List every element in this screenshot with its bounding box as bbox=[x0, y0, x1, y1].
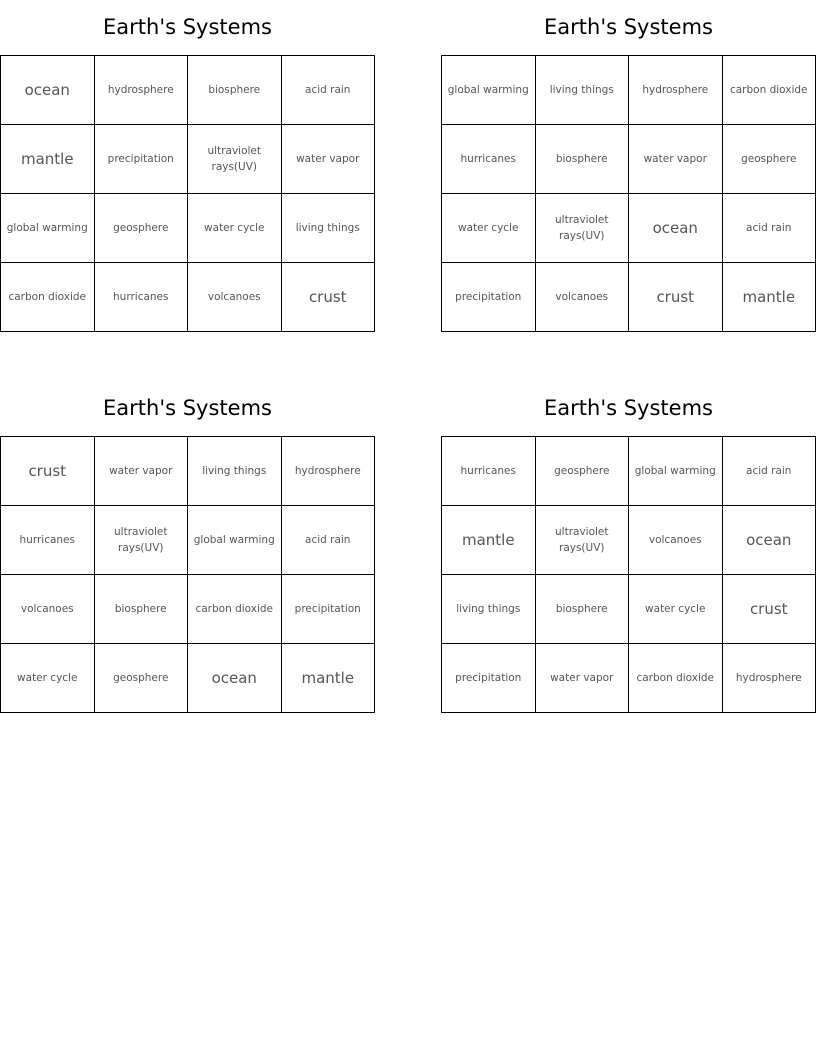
bingo-cell: living things bbox=[442, 575, 536, 644]
card-title: Earth's Systems bbox=[544, 15, 713, 39]
bingo-cell: water vapor bbox=[629, 125, 723, 194]
grid-row bbox=[1, 263, 375, 332]
bingo-cell: precipitation bbox=[94, 125, 188, 194]
bingo-cell: volcanoes bbox=[535, 263, 629, 332]
bingo-cell: hydrosphere bbox=[94, 56, 188, 125]
bingo-cell: carbon dioxide bbox=[629, 644, 723, 713]
bingo-cell: water cycle bbox=[1, 644, 95, 713]
bingo-cell: biosphere bbox=[188, 56, 282, 125]
grid-row bbox=[442, 437, 816, 506]
bingo-cell: living things bbox=[281, 194, 375, 263]
bingo-cell: living things bbox=[188, 437, 282, 506]
bingo-cell: living things bbox=[535, 56, 629, 125]
bingo-cell: volcanoes bbox=[629, 506, 723, 575]
bingo-cell: volcanoes bbox=[188, 263, 282, 332]
bingo-cell: ultraviolet rays(UV) bbox=[94, 506, 188, 575]
bingo-cell: hurricanes bbox=[1, 506, 95, 575]
bingo-cell: water cycle bbox=[442, 194, 536, 263]
bingo-cell: crust bbox=[722, 575, 816, 644]
grid-row bbox=[442, 125, 816, 194]
bingo-cell: acid rain bbox=[281, 506, 375, 575]
grid-row bbox=[442, 56, 816, 125]
bingo-cell: biosphere bbox=[535, 125, 629, 194]
bingo-cell: water vapor bbox=[281, 125, 375, 194]
grid-row bbox=[442, 194, 816, 263]
bingo-cell: precipitation bbox=[442, 263, 536, 332]
bingo-cell: mantle bbox=[281, 644, 375, 713]
bingo-cell: hydrosphere bbox=[722, 644, 816, 713]
bingo-cell: global warming bbox=[1, 194, 95, 263]
bingo-cell: mantle bbox=[722, 263, 816, 332]
grid-row bbox=[1, 644, 375, 713]
bingo-cell: hurricanes bbox=[442, 437, 536, 506]
grid-row bbox=[1, 56, 375, 125]
bingo-cell: water cycle bbox=[629, 575, 723, 644]
bingo-grid bbox=[441, 55, 816, 332]
bingo-cell: hurricanes bbox=[94, 263, 188, 332]
bingo-cell: ocean bbox=[1, 56, 95, 125]
card-title: Earth's Systems bbox=[103, 396, 272, 420]
bingo-cell: hydrosphere bbox=[629, 56, 723, 125]
bingo-cell: acid rain bbox=[722, 194, 816, 263]
bingo-cell: global warming bbox=[442, 56, 536, 125]
bingo-cell: mantle bbox=[1, 125, 95, 194]
bingo-cell: ocean bbox=[722, 506, 816, 575]
grid-row bbox=[1, 575, 375, 644]
bingo-cell: global warming bbox=[188, 506, 282, 575]
bingo-cell: geosphere bbox=[535, 437, 629, 506]
bingo-cell: geosphere bbox=[94, 644, 188, 713]
bingo-cell: hurricanes bbox=[442, 125, 536, 194]
bingo-cell: acid rain bbox=[722, 437, 816, 506]
bingo-cell: geosphere bbox=[94, 194, 188, 263]
bingo-cell: volcanoes bbox=[1, 575, 95, 644]
grid-row bbox=[1, 437, 375, 506]
bingo-cell: global warming bbox=[629, 437, 723, 506]
card-title: Earth's Systems bbox=[544, 396, 713, 420]
grid-row bbox=[442, 263, 816, 332]
bingo-cell: crust bbox=[281, 263, 375, 332]
grid-row bbox=[1, 194, 375, 263]
bingo-cell: crust bbox=[1, 437, 95, 506]
grid-row bbox=[442, 575, 816, 644]
card-title: Earth's Systems bbox=[103, 15, 272, 39]
bingo-cell: crust bbox=[629, 263, 723, 332]
grid-row bbox=[1, 125, 375, 194]
bingo-card-1 bbox=[0, 15, 375, 332]
bingo-card-3 bbox=[0, 396, 375, 713]
grid-row bbox=[442, 506, 816, 575]
bingo-card-2 bbox=[441, 15, 816, 332]
bingo-cell: biosphere bbox=[535, 575, 629, 644]
bingo-grid bbox=[441, 436, 816, 713]
bingo-cell: precipitation bbox=[281, 575, 375, 644]
bingo-cell: ocean bbox=[188, 644, 282, 713]
bingo-cell: mantle bbox=[442, 506, 536, 575]
bingo-grid bbox=[0, 436, 375, 713]
grid-row bbox=[442, 644, 816, 713]
bingo-cell: geosphere bbox=[722, 125, 816, 194]
bingo-cell: ultraviolet rays(UV) bbox=[188, 125, 282, 194]
bingo-cell: acid rain bbox=[281, 56, 375, 125]
bingo-cell: carbon dioxide bbox=[188, 575, 282, 644]
bingo-cell: ultraviolet rays(UV) bbox=[535, 506, 629, 575]
bingo-cell: water cycle bbox=[188, 194, 282, 263]
bingo-cell: ultraviolet rays(UV) bbox=[535, 194, 629, 263]
bingo-cell: ocean bbox=[629, 194, 723, 263]
bingo-cell: biosphere bbox=[94, 575, 188, 644]
bingo-cell: precipitation bbox=[442, 644, 536, 713]
grid-row bbox=[1, 506, 375, 575]
bingo-cell: water vapor bbox=[535, 644, 629, 713]
bingo-card-4 bbox=[441, 396, 816, 713]
bingo-cell: hydrosphere bbox=[281, 437, 375, 506]
bingo-grid bbox=[0, 55, 375, 332]
bingo-cell: carbon dioxide bbox=[722, 56, 816, 125]
bingo-cell: carbon dioxide bbox=[1, 263, 95, 332]
bingo-cell: water vapor bbox=[94, 437, 188, 506]
